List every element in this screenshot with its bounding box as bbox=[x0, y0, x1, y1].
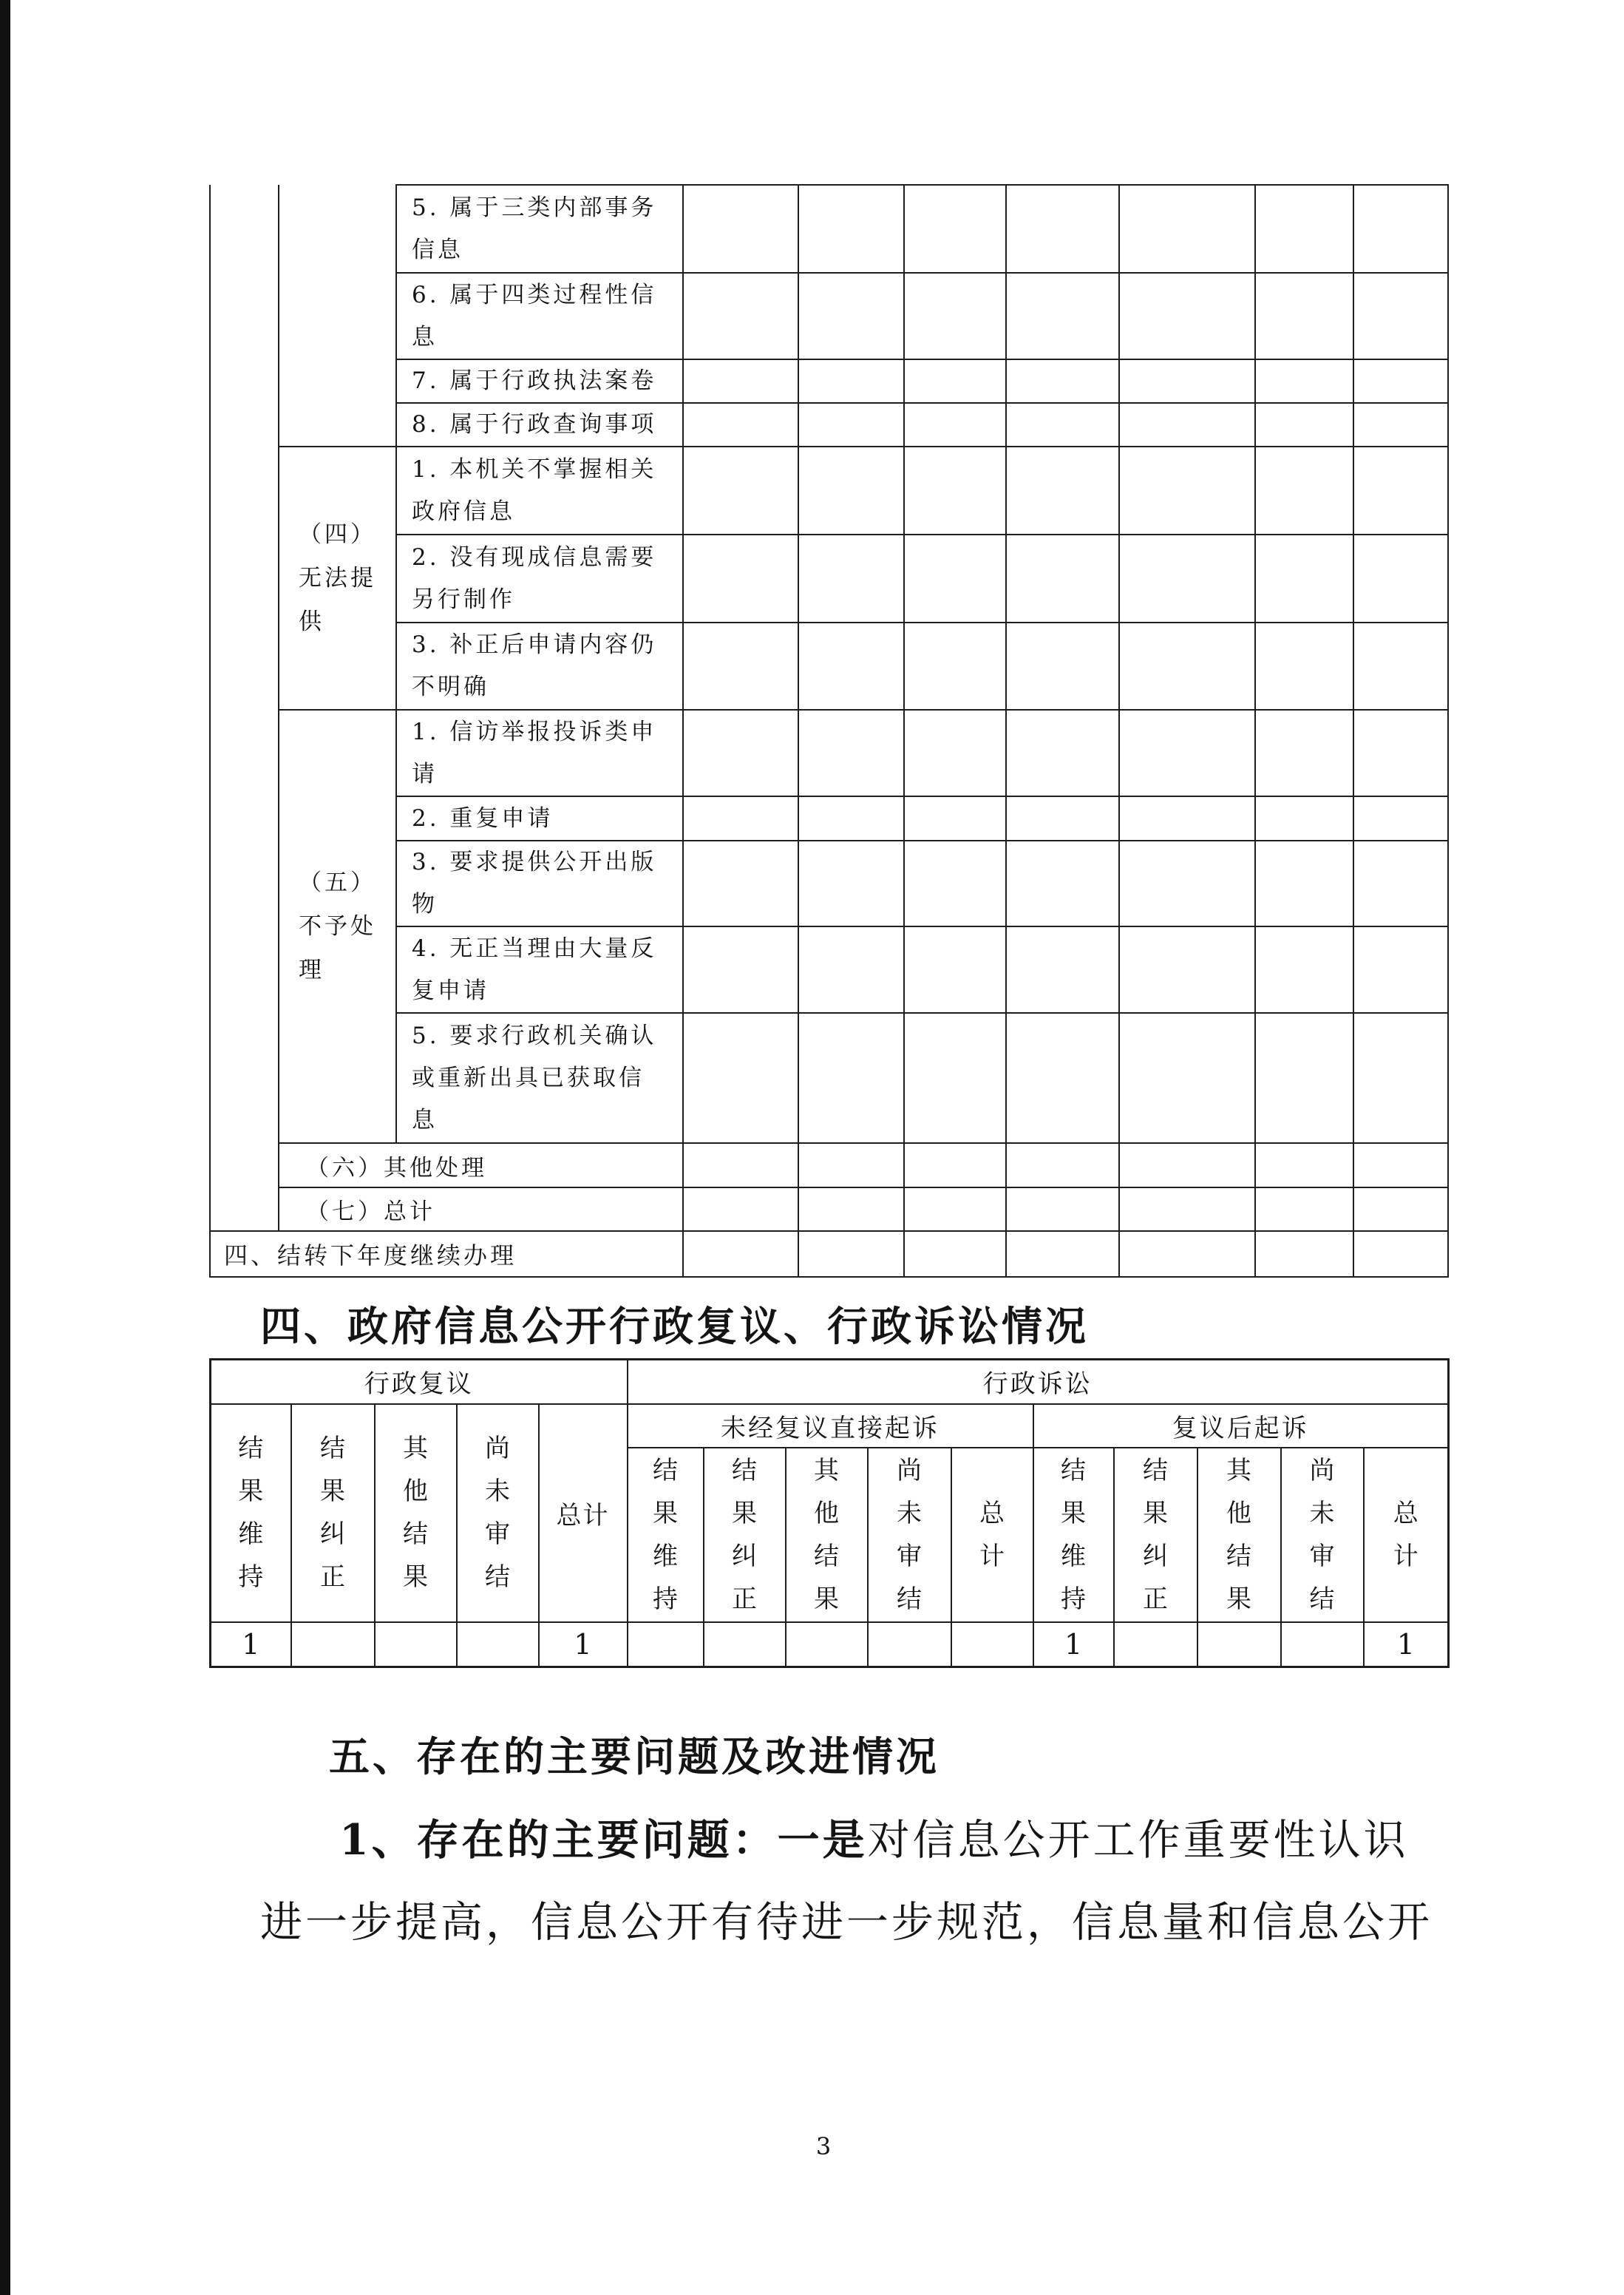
direct-column-header bbox=[786, 1448, 868, 1622]
row-label-line: 1. 本机关不掌握相关 bbox=[412, 455, 657, 483]
empty-data-cell bbox=[1353, 623, 1448, 710]
column-header-text: 其他结果 bbox=[1226, 1455, 1252, 1614]
row-label-line: 或重新出具已获取信 bbox=[412, 1064, 645, 1091]
row-label-cell bbox=[396, 926, 683, 1013]
empty-data-cell bbox=[1255, 403, 1353, 447]
empty-data-cell bbox=[683, 273, 798, 359]
empty-data-cell bbox=[1353, 359, 1448, 403]
empty-data-cell bbox=[1119, 535, 1255, 623]
total-label: （七）总计 bbox=[279, 1187, 683, 1231]
empty-data-cell bbox=[1006, 359, 1119, 403]
column-header-text: 结果维持 bbox=[653, 1455, 679, 1614]
row-label-cell bbox=[396, 710, 683, 796]
after-review-value-cell bbox=[1197, 1622, 1281, 1667]
continued-subcategory-cell bbox=[279, 185, 396, 447]
row-label-line: 7. 属于行政执法案卷 bbox=[412, 367, 657, 394]
review-litigation-table bbox=[209, 1358, 1450, 1668]
review-column-header bbox=[211, 1404, 291, 1622]
row-label-line: 请 bbox=[412, 760, 438, 787]
table-row bbox=[210, 447, 1448, 535]
empty-data-cell bbox=[1119, 841, 1255, 926]
empty-data-cell bbox=[1353, 710, 1448, 796]
row-label-cell bbox=[396, 403, 683, 447]
review-column-header bbox=[291, 1404, 375, 1622]
empty-data-cell bbox=[683, 623, 798, 710]
empty-data-cell bbox=[1119, 359, 1255, 403]
empty-data-cell bbox=[1255, 1143, 1353, 1187]
other-processing-label: （六）其他处理 bbox=[279, 1143, 683, 1187]
column-header-text: 尚未审结 bbox=[897, 1455, 923, 1614]
empty-data-cell bbox=[904, 841, 1006, 926]
after-review-column-header bbox=[1364, 1448, 1449, 1622]
empty-data-cell bbox=[798, 535, 904, 623]
empty-data-cell bbox=[683, 841, 798, 926]
empty-data-cell bbox=[1353, 535, 1448, 623]
empty-data-cell bbox=[1353, 185, 1448, 273]
empty-data-cell bbox=[1006, 447, 1119, 535]
direct-value-cell bbox=[868, 1622, 951, 1667]
table-row bbox=[210, 1187, 1448, 1231]
review-total-header bbox=[539, 1404, 628, 1622]
empty-data-cell bbox=[1353, 796, 1448, 841]
column-header-text: 尚未审结 bbox=[485, 1434, 510, 1592]
empty-data-cell bbox=[904, 796, 1006, 841]
empty-data-cell bbox=[904, 1013, 1006, 1143]
table-row bbox=[210, 796, 1448, 841]
direct-column-header bbox=[628, 1448, 704, 1622]
problems-label: 1、存在的主要问题： bbox=[339, 1815, 778, 1865]
direct-value-cell bbox=[951, 1622, 1033, 1667]
column-header-text: 结果维持 bbox=[1061, 1455, 1087, 1614]
empty-data-cell bbox=[798, 185, 904, 273]
empty-data-cell bbox=[1119, 185, 1255, 273]
empty-data-cell bbox=[904, 447, 1006, 535]
continued-category-cell bbox=[210, 185, 279, 1231]
row-label-line: 8. 属于行政查询事项 bbox=[412, 411, 657, 438]
column-header-text: 结果纠正 bbox=[320, 1434, 345, 1592]
section-five-heading: 五、存在的主要问题及改进情况 bbox=[329, 1732, 940, 1780]
row-label-cell bbox=[396, 623, 683, 710]
empty-data-cell bbox=[683, 535, 798, 623]
empty-data-cell bbox=[1006, 185, 1119, 273]
empty-data-cell bbox=[904, 403, 1006, 447]
empty-data-cell bbox=[1006, 273, 1119, 359]
column-header-text: 尚未审结 bbox=[1309, 1455, 1335, 1614]
empty-data-cell bbox=[683, 359, 798, 403]
group-label-line: 无法提 bbox=[299, 564, 376, 591]
problems-paragraph-line-1 bbox=[339, 1815, 1409, 1865]
empty-data-cell bbox=[1255, 359, 1353, 403]
row-label-line: 1. 信访举报投诉类申 bbox=[412, 718, 657, 745]
review-value-cell bbox=[457, 1622, 539, 1667]
row-label-line: 2. 重复申请 bbox=[412, 804, 554, 832]
review-value-cell: 1 bbox=[539, 1622, 628, 1667]
table-row bbox=[210, 403, 1448, 447]
review-column-header bbox=[457, 1404, 539, 1622]
direct-litigation-header: 未经复议直接起诉 bbox=[628, 1404, 1033, 1448]
administrative-review-header: 行政复议 bbox=[211, 1360, 628, 1404]
row-label-line: 息 bbox=[412, 1106, 438, 1133]
empty-data-cell bbox=[683, 1231, 798, 1277]
row-label-line: 信息 bbox=[412, 236, 463, 263]
table-row bbox=[210, 926, 1448, 1013]
empty-data-cell bbox=[1353, 1143, 1448, 1187]
empty-data-cell bbox=[1119, 926, 1255, 1013]
after-review-column-header bbox=[1197, 1448, 1281, 1622]
empty-data-cell bbox=[1255, 185, 1353, 273]
empty-data-cell bbox=[798, 926, 904, 1013]
column-header-text: 总计 bbox=[1393, 1498, 1419, 1571]
empty-data-cell bbox=[1119, 710, 1255, 796]
empty-data-cell bbox=[683, 403, 798, 447]
empty-data-cell bbox=[1353, 1013, 1448, 1143]
direct-value-cell bbox=[628, 1622, 704, 1667]
row-label-line: 3. 要求提供公开出版 bbox=[412, 849, 657, 875]
empty-data-cell bbox=[683, 1013, 798, 1143]
empty-data-cell bbox=[1119, 403, 1255, 447]
direct-column-header bbox=[704, 1448, 786, 1622]
empty-data-cell bbox=[798, 273, 904, 359]
empty-data-cell bbox=[904, 359, 1006, 403]
empty-data-cell bbox=[1006, 841, 1119, 926]
carried-over-label: 四、结转下年度继续办理 bbox=[210, 1231, 683, 1277]
table-row bbox=[211, 1404, 1449, 1448]
empty-data-cell bbox=[904, 926, 1006, 1013]
direct-value-cell bbox=[786, 1622, 868, 1667]
empty-data-cell bbox=[1006, 710, 1119, 796]
empty-data-cell bbox=[1119, 447, 1255, 535]
empty-data-cell bbox=[1119, 623, 1255, 710]
row-label-cell bbox=[396, 841, 683, 926]
row-label-cell bbox=[396, 359, 683, 403]
empty-data-cell bbox=[683, 447, 798, 535]
row-label-cell bbox=[396, 185, 683, 273]
empty-data-cell bbox=[904, 623, 1006, 710]
empty-data-cell bbox=[1119, 1231, 1255, 1277]
after-review-value-cell bbox=[1281, 1622, 1364, 1667]
row-label-line: 3. 补正后申请内容仍 bbox=[412, 631, 657, 658]
after-review-value-cell: 1 bbox=[1364, 1622, 1449, 1667]
scan-edge-shadow bbox=[0, 0, 10, 2295]
empty-data-cell bbox=[1255, 273, 1353, 359]
empty-data-cell bbox=[1353, 1187, 1448, 1231]
empty-data-cell bbox=[1255, 1013, 1353, 1143]
empty-data-cell bbox=[1255, 926, 1353, 1013]
direct-value-cell bbox=[704, 1622, 786, 1667]
page-number: 3 bbox=[815, 2132, 832, 2160]
empty-data-cell bbox=[1255, 841, 1353, 926]
empty-data-cell bbox=[1006, 535, 1119, 623]
table-row bbox=[210, 535, 1448, 623]
review-value-cell: 1 bbox=[211, 1622, 291, 1667]
table-row bbox=[210, 623, 1448, 710]
table-row bbox=[211, 1622, 1449, 1667]
after-review-value-cell: 1 bbox=[1033, 1622, 1114, 1667]
row-label-line: 6. 属于四类过程性信 bbox=[412, 281, 657, 308]
row-label-line: 另行制作 bbox=[412, 586, 515, 613]
column-header-text: 总计 bbox=[556, 1500, 610, 1530]
empty-data-cell bbox=[798, 403, 904, 447]
empty-data-cell bbox=[1255, 623, 1353, 710]
table-row bbox=[210, 273, 1448, 359]
row-label-cell bbox=[396, 1013, 683, 1143]
after-review-value-cell bbox=[1114, 1622, 1197, 1667]
after-review-column-header bbox=[1114, 1448, 1197, 1622]
row-label-line: 息 bbox=[412, 323, 438, 350]
administrative-litigation-header: 行政诉讼 bbox=[628, 1360, 1449, 1404]
after-review-litigation-header: 复议后起诉 bbox=[1033, 1404, 1449, 1448]
empty-data-cell bbox=[904, 535, 1006, 623]
group-label-line: 供 bbox=[299, 608, 325, 635]
empty-data-cell bbox=[1119, 1143, 1255, 1187]
empty-data-cell bbox=[1255, 535, 1353, 623]
section-four-heading: 四、政府信息公开行政复议、行政诉讼情况 bbox=[260, 1302, 1090, 1350]
row-label-cell bbox=[396, 447, 683, 535]
empty-data-cell bbox=[1006, 796, 1119, 841]
empty-data-cell bbox=[1006, 403, 1119, 447]
group-unable-to-provide bbox=[279, 447, 396, 710]
group-label-line: 不予处 bbox=[299, 912, 376, 940]
empty-data-cell bbox=[683, 185, 798, 273]
group-not-processed bbox=[279, 710, 396, 1143]
empty-data-cell bbox=[1006, 1143, 1119, 1187]
empty-data-cell bbox=[798, 447, 904, 535]
empty-data-cell bbox=[1353, 841, 1448, 926]
table-row bbox=[210, 841, 1448, 926]
empty-data-cell bbox=[1119, 1013, 1255, 1143]
empty-data-cell bbox=[798, 623, 904, 710]
table-row bbox=[210, 1231, 1448, 1277]
empty-data-cell bbox=[798, 796, 904, 841]
empty-data-cell bbox=[904, 1143, 1006, 1187]
empty-data-cell bbox=[1353, 1231, 1448, 1277]
direct-column-header bbox=[951, 1448, 1033, 1622]
row-label-cell bbox=[396, 535, 683, 623]
empty-data-cell bbox=[1006, 1187, 1119, 1231]
empty-data-cell bbox=[1119, 273, 1255, 359]
table-row bbox=[210, 1143, 1448, 1187]
empty-data-cell bbox=[904, 1187, 1006, 1231]
row-label-cell bbox=[396, 273, 683, 359]
empty-data-cell bbox=[1006, 1231, 1119, 1277]
row-label-line: 不明确 bbox=[412, 674, 489, 700]
empty-data-cell bbox=[683, 796, 798, 841]
table-row bbox=[210, 185, 1448, 273]
row-label-line: 4. 无正当理由大量反 bbox=[412, 935, 657, 962]
row-label-line: 2. 没有现成信息需要 bbox=[412, 543, 657, 571]
empty-data-cell bbox=[798, 1187, 904, 1231]
table-row bbox=[210, 710, 1448, 796]
problems-lead: 一是 bbox=[777, 1815, 868, 1865]
empty-data-cell bbox=[904, 1231, 1006, 1277]
empty-data-cell bbox=[904, 710, 1006, 796]
table-row bbox=[210, 359, 1448, 403]
after-review-column-header bbox=[1281, 1448, 1364, 1622]
column-header-text: 结果维持 bbox=[238, 1434, 264, 1592]
table-row bbox=[211, 1360, 1449, 1404]
problems-text: 对信息公开工作重要性认识 bbox=[867, 1816, 1409, 1865]
empty-data-cell bbox=[683, 1187, 798, 1231]
empty-data-cell bbox=[798, 710, 904, 796]
review-value-cell bbox=[291, 1622, 375, 1667]
row-label-line: 5. 要求行政机关确认 bbox=[412, 1022, 657, 1049]
review-column-header bbox=[375, 1404, 457, 1622]
column-header-text: 其他结果 bbox=[814, 1455, 840, 1614]
empty-data-cell bbox=[1353, 403, 1448, 447]
review-value-cell bbox=[375, 1622, 457, 1667]
row-label-line: 政府信息 bbox=[412, 498, 515, 525]
empty-data-cell bbox=[1255, 447, 1353, 535]
empty-data-cell bbox=[1006, 623, 1119, 710]
group-label-line: 理 bbox=[299, 956, 325, 983]
empty-data-cell bbox=[683, 926, 798, 1013]
column-header-text: 结果纠正 bbox=[1143, 1455, 1169, 1614]
group-label-line: （五） bbox=[299, 869, 376, 896]
empty-data-cell bbox=[1255, 1231, 1353, 1277]
empty-data-cell bbox=[1119, 796, 1255, 841]
empty-data-cell bbox=[904, 273, 1006, 359]
row-label-line: 物 bbox=[412, 891, 438, 918]
empty-data-cell bbox=[798, 1231, 904, 1277]
empty-data-cell bbox=[1255, 1187, 1353, 1231]
empty-data-cell bbox=[798, 359, 904, 403]
empty-data-cell bbox=[904, 185, 1006, 273]
empty-data-cell bbox=[798, 1143, 904, 1187]
row-label-line: 5. 属于三类内部事务 bbox=[412, 194, 657, 221]
problems-paragraph-line-2: 进一步提高，信息公开有待进一步规范，信息量和信息公开 bbox=[260, 1898, 1433, 1947]
empty-data-cell bbox=[1255, 796, 1353, 841]
column-header-text: 其他结果 bbox=[403, 1434, 428, 1592]
empty-data-cell bbox=[683, 710, 798, 796]
empty-data-cell bbox=[1353, 447, 1448, 535]
row-label-cell bbox=[396, 796, 683, 841]
empty-data-cell bbox=[1353, 926, 1448, 1013]
empty-data-cell bbox=[683, 1143, 798, 1187]
empty-data-cell bbox=[798, 841, 904, 926]
application-handling-table bbox=[209, 184, 1449, 1278]
column-header-text: 结果纠正 bbox=[732, 1455, 758, 1614]
after-review-column-header bbox=[1033, 1448, 1114, 1622]
empty-data-cell bbox=[1006, 926, 1119, 1013]
column-header-text: 总计 bbox=[979, 1498, 1005, 1571]
empty-data-cell bbox=[1255, 710, 1353, 796]
empty-data-cell bbox=[1119, 1187, 1255, 1231]
group-label-line: （四） bbox=[299, 521, 376, 548]
empty-data-cell bbox=[1006, 1013, 1119, 1143]
empty-data-cell bbox=[1353, 273, 1448, 359]
empty-data-cell bbox=[798, 1013, 904, 1143]
direct-column-header bbox=[868, 1448, 951, 1622]
row-label-line: 复申请 bbox=[412, 977, 489, 1004]
table-row bbox=[210, 1013, 1448, 1143]
